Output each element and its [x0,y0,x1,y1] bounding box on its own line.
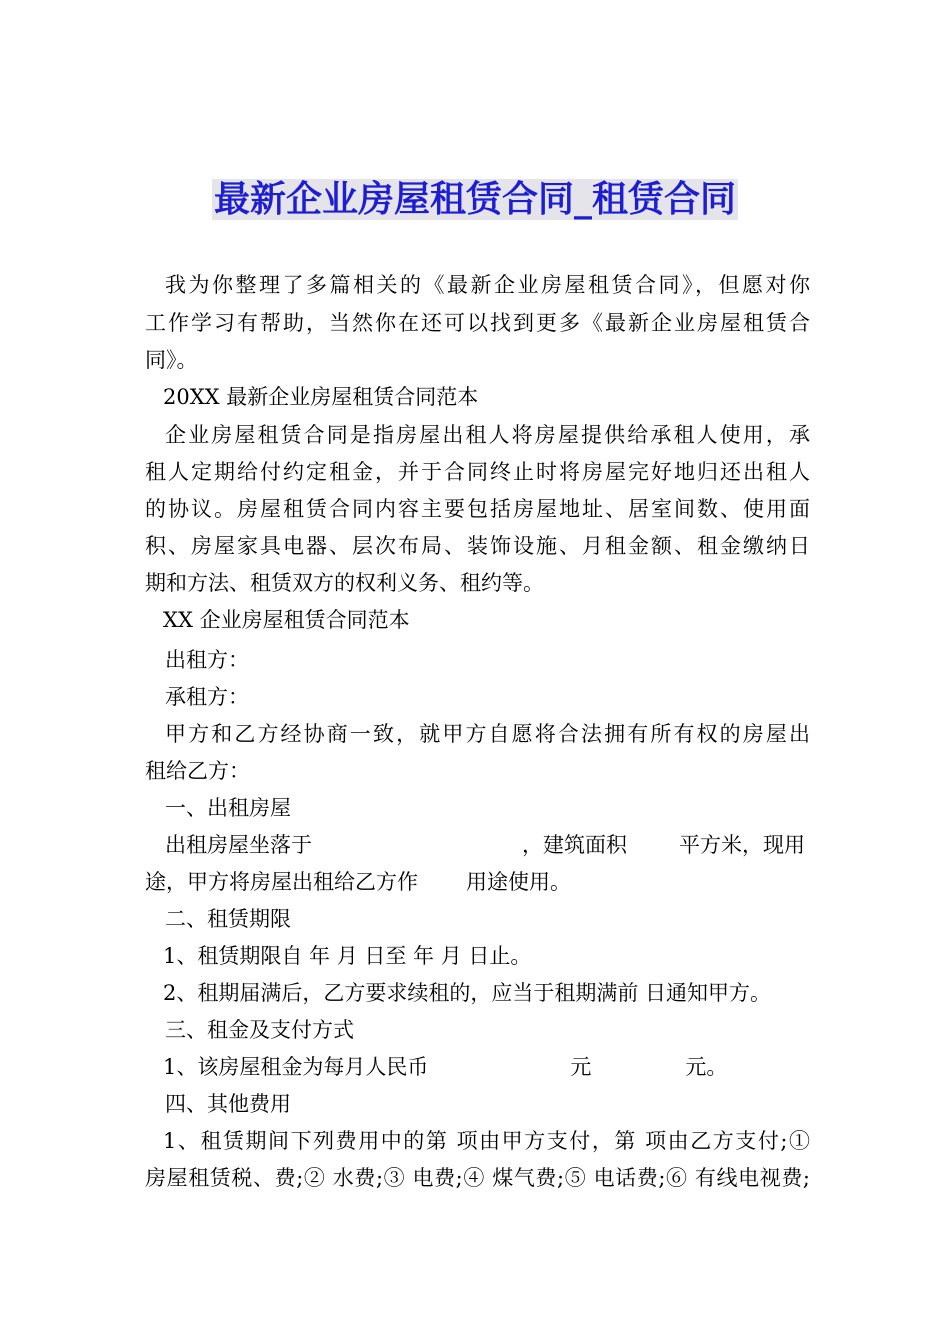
section-1-location-label: 出租房屋坐落于 [165,833,312,857]
section-1-line-1 [165,830,810,860]
section-4-heading: 四、其他费用 [165,1092,291,1116]
document-title-text: 最新企业房屋租赁合同_租赁合同 [213,179,736,220]
section-1-unit-label: 平方米，现用 [679,833,805,857]
intro-line-2: 工作学习有帮助，当然你在还可以找到更多《最新企业房屋租赁合 [145,311,810,335]
agreement-line-2: 租给乙方： [145,759,250,783]
section-2-item-2: 2、租期届满后，乙方要求续租的，应当于租期满前 日通知甲方。 [163,981,772,1005]
section-4-item-1-line-2: 房屋租赁税、费;② 水费;③ 电费;④ 煤气费;⑤ 电话费;⑥ 有线电视费; [145,1166,810,1190]
section-3-heading: 三、租金及支付方式 [165,1018,354,1042]
agreement-line-1: 甲方和乙方经协商一致，就甲方自愿将合法拥有所有权的房屋出 [165,722,810,746]
section-2-item-1: 1、租赁期限自 年 月 日至 年 月 日止。 [163,944,532,968]
section-1-use-suffix: 用途使用。 [466,870,571,894]
section-1-area-label: ，建筑面积 [522,833,627,857]
definition-line-1: 企业房屋租赁合同是指房屋出租人将房屋提供给承租人使用，承 [165,423,810,447]
section-4-item-1-line-1: 1、租赁期间下列费用中的第 项由甲方支付，第 项由乙方支付;① [163,1129,810,1153]
heading-template-2020: 20XX 最新企业房屋租赁合同范本 [163,385,479,409]
document-title [0,178,950,222]
rent-unit-2: 元。 [685,1055,728,1079]
definition-line-5: 期和方法、租赁双方的权利义务、租约等。 [145,571,544,595]
intro-line-1: 我为你整理了多篇相关的《最新企业房屋租赁合同》，但愿对你 [165,273,810,297]
rent-unit-1: 元 [570,1055,592,1079]
section-2-heading: 二、租赁期限 [165,907,291,931]
definition-line-4: 积、房屋家具电器、层次布局、装饰设施、月租金额、租金缴纳日 [145,534,810,558]
lessor-label: 出租方： [165,648,249,672]
rent-label: 1、该房屋租金为每月人民币 [163,1055,429,1079]
lessee-label: 承租方： [165,685,249,709]
intro-line-3: 同》。 [145,348,198,372]
section-1-line-2 [145,867,810,897]
definition-line-2: 租人定期给付约定租金，并于合同终止时将房屋完好地归还出租人 [145,460,810,484]
heading-template-xx: XX 企业房屋租赁合同范本 [163,608,410,632]
section-3-item-1 [163,1052,808,1082]
section-1-use-label: 途，甲方将房屋出租给乙方作 [145,870,418,894]
definition-line-3: 的协议。房屋租赁合同内容主要包括房屋地址、居室间数、使用面 [145,497,810,521]
section-1-heading: 一、出租房屋 [165,796,291,820]
